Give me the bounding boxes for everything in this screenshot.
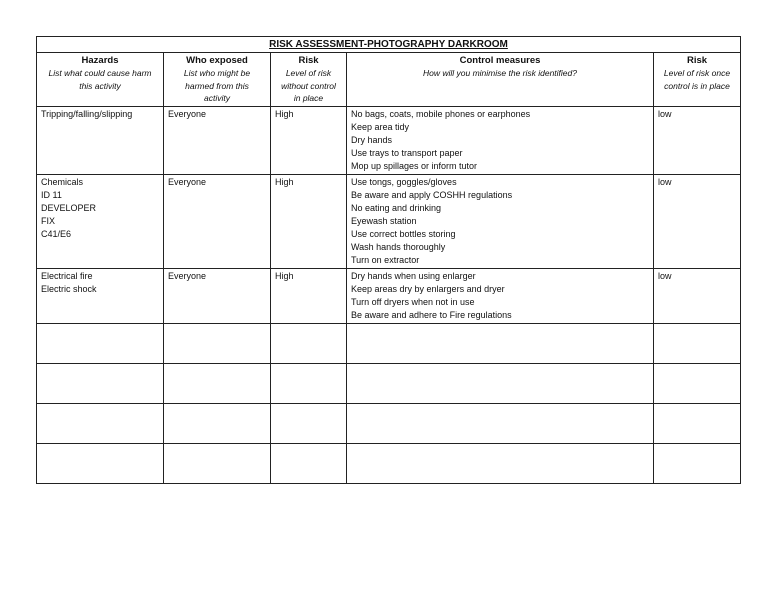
header-control-title: Control measures xyxy=(459,55,541,66)
hazard-text: Chemicals xyxy=(41,176,84,187)
empty-cell xyxy=(347,363,654,403)
empty-cell xyxy=(654,403,741,443)
who-text: Everyone xyxy=(168,270,207,281)
header-who-subtitle: harmed from this xyxy=(185,80,249,91)
control-item: Mop up spillages or inform tutor xyxy=(351,160,478,171)
risk-before-text: High xyxy=(275,108,294,119)
empty-cell xyxy=(347,403,654,443)
control-item: Turn off dryers when not in use xyxy=(351,296,475,307)
table-title-text: RISK ASSESSMENT-PHOTOGRAPHY DARKROOM xyxy=(269,39,508,50)
empty-cell xyxy=(37,443,164,483)
control-item: Be aware and apply COSHH regulations xyxy=(351,189,513,200)
risk-before-text: High xyxy=(275,176,294,187)
empty-row xyxy=(37,323,741,363)
header-risk-before-title: Risk xyxy=(298,55,319,66)
hazard-cell xyxy=(37,268,164,323)
empty-cell xyxy=(271,403,347,443)
who-cell xyxy=(164,268,271,323)
empty-cell xyxy=(654,323,741,363)
header-who-subtitle: activity xyxy=(204,93,230,103)
empty-cell xyxy=(271,323,347,363)
empty-cell xyxy=(654,363,741,403)
header-hazards xyxy=(37,53,164,107)
empty-cell xyxy=(654,443,741,483)
control-item: Dry hands xyxy=(351,134,393,145)
controls-cell xyxy=(347,174,654,268)
hazard-text: Tripping/falling/slipping xyxy=(41,108,133,119)
risk-after-cell xyxy=(654,106,741,174)
header-risk-after-subtitle: control is in place xyxy=(664,80,730,91)
header-control-subtitle: How will you minimise the risk identified? xyxy=(422,68,577,78)
control-item: No bags, coats, mobile phones or earphones xyxy=(351,108,531,119)
empty-cell xyxy=(271,443,347,483)
hazard-text: Electric shock xyxy=(41,283,97,294)
who-cell xyxy=(164,174,271,268)
empty-cell xyxy=(164,403,271,443)
hazard-text: C41/E6 xyxy=(41,228,72,239)
risk-after-text: low xyxy=(658,108,672,119)
header-risk-after-title: Risk xyxy=(686,55,708,66)
control-item: No eating and drinking xyxy=(351,202,442,213)
control-item: Use trays to transport paper xyxy=(351,147,463,158)
empty-row xyxy=(37,363,741,403)
risk-assessment-table xyxy=(36,36,741,484)
empty-cell xyxy=(347,323,654,363)
control-item: Keep area tidy xyxy=(351,121,410,132)
header-risk-after-subtitle: Level of risk once xyxy=(663,68,731,78)
header-risk-before-subtitle: Level of risk xyxy=(285,68,332,78)
who-cell xyxy=(164,106,271,174)
empty-row xyxy=(37,443,741,483)
risk-after-cell xyxy=(654,174,741,268)
control-item: Use correct bottles storing xyxy=(351,228,456,239)
risk-after-text: low xyxy=(658,176,672,187)
header-hazards-subtitle: this activity xyxy=(79,80,121,91)
header-risk-before-subtitle: without control xyxy=(281,80,336,91)
empty-cell xyxy=(164,363,271,403)
who-text: Everyone xyxy=(168,108,207,119)
table-row xyxy=(37,174,741,268)
risk-before-cell xyxy=(271,174,347,268)
table-title xyxy=(37,37,741,53)
empty-cell xyxy=(164,443,271,483)
control-item: Wash hands thoroughly xyxy=(351,241,446,252)
risk-after-cell xyxy=(654,268,741,323)
who-text: Everyone xyxy=(168,176,207,187)
empty-cell xyxy=(164,323,271,363)
control-item: Eyewash station xyxy=(351,215,417,226)
header-who-exposed xyxy=(164,53,271,107)
hazard-text: DEVELOPER xyxy=(41,202,97,213)
header-risk-before-subtitle: in place xyxy=(293,93,324,103)
hazard-text: FIX xyxy=(41,215,56,226)
empty-row xyxy=(37,403,741,443)
table-row xyxy=(37,106,741,174)
empty-cell xyxy=(37,363,164,403)
empty-cell xyxy=(37,403,164,443)
empty-cell xyxy=(37,323,164,363)
empty-cell xyxy=(271,363,347,403)
table-row xyxy=(37,268,741,323)
hazard-text: ID 11 xyxy=(41,189,62,200)
control-item: Use tongs, goggles/gloves xyxy=(351,176,457,187)
header-hazards-title: Hazards xyxy=(81,55,119,66)
hazard-cell xyxy=(37,174,164,268)
header-control-measures xyxy=(347,53,654,107)
control-item: Turn on extractor xyxy=(351,254,420,265)
header-who-title: Who exposed xyxy=(186,55,248,66)
risk-before-cell xyxy=(271,268,347,323)
hazard-text: Electrical fire xyxy=(41,270,93,281)
risk-before-cell xyxy=(271,106,347,174)
risk-after-text: low xyxy=(658,270,672,281)
empty-cell xyxy=(347,443,654,483)
controls-cell xyxy=(347,106,654,174)
header-risk-after xyxy=(654,53,741,107)
header-hazards-subtitle: List what could cause harm xyxy=(48,68,152,78)
hazard-cell xyxy=(37,106,164,174)
control-item: Be aware and adhere to Fire regulations xyxy=(351,309,512,320)
control-item: Dry hands when using enlarger xyxy=(351,270,476,281)
controls-cell xyxy=(347,268,654,323)
header-who-subtitle: List who might be xyxy=(183,68,251,78)
control-item: Keep areas dry by enlargers and dryer xyxy=(351,283,505,294)
risk-before-text: High xyxy=(275,270,294,281)
header-risk-before xyxy=(271,53,347,107)
